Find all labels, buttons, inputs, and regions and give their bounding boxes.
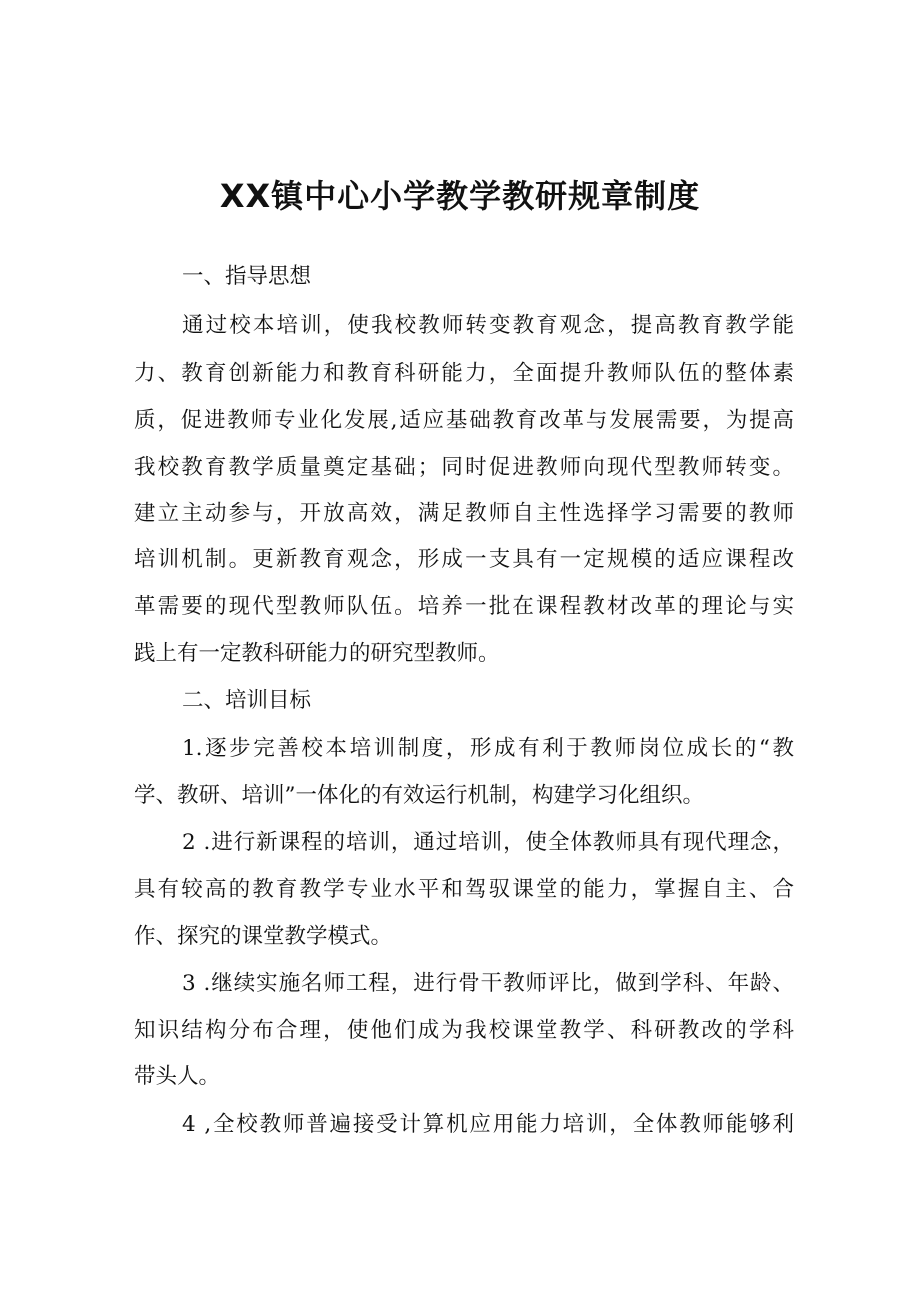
paragraph-line: 力、教育创新能力和教育科研能力，全面提升教师队伍的整体素 xyxy=(134,361,794,386)
document-title: XX镇中心小学教学教研规章制度 xyxy=(219,177,701,215)
goal-item-line: 4 ,全校教师普遍接受计算机应用能力培训，全体教师能够利 xyxy=(182,1112,794,1137)
goal-item-line: 知识结构分布合理，使他们成为我校课堂教学、科研教改的学科 xyxy=(134,1018,794,1043)
goal-item-line: 学、教研、培训”一体化的有效运行机制，构建学习化组织。 xyxy=(134,783,704,808)
paragraph-line: 践上有一定教科研能力的研究型教师。 xyxy=(134,641,500,666)
paragraph-line: 革需要的现代型教师队伍。培养一批在课程教材改革的理论与实 xyxy=(134,594,794,619)
section-heading-training-goals: 二、培训目标 xyxy=(182,688,312,713)
goal-item-line: 具有较高的教育教学专业水平和驾驭课堂的能力，掌握自主、合 xyxy=(134,877,794,902)
paragraph-line: 我校教育教学质量奠定基础；同时促进教师向现代型教师转变。 xyxy=(134,455,794,480)
goal-item-line: 作、探究的课堂教学模式。 xyxy=(134,924,393,949)
paragraph-line: 通过校本培训，使我校教师转变教育观念，提高教育教学能 xyxy=(182,313,794,338)
goal-item-line: 带头人。 xyxy=(134,1064,221,1089)
goal-item-line: 3 .继续实施名师工程，进行骨干教师评比，做到学科、年龄、 xyxy=(182,971,794,996)
paragraph-line: 培训机制。更新教育观念，形成一支具有一定规模的适应课程改 xyxy=(134,547,794,572)
section-heading-guiding-ideology: 一、指导思想 xyxy=(182,264,312,289)
paragraph-line: 建立主动参与，开放高效，满足教师自主性选择学习需要的教师 xyxy=(134,501,794,526)
paragraph-line: 质，促进教师专业化发展,适应基础教育改革与发展需要，为提高 xyxy=(134,408,794,433)
goal-item-line: 1.逐步完善校本培训制度，形成有利于教师岗位成长的“教 xyxy=(182,736,794,761)
goal-item-line: 2 .进行新课程的培训，通过培训，使全体教师具有现代理念， xyxy=(182,830,794,855)
